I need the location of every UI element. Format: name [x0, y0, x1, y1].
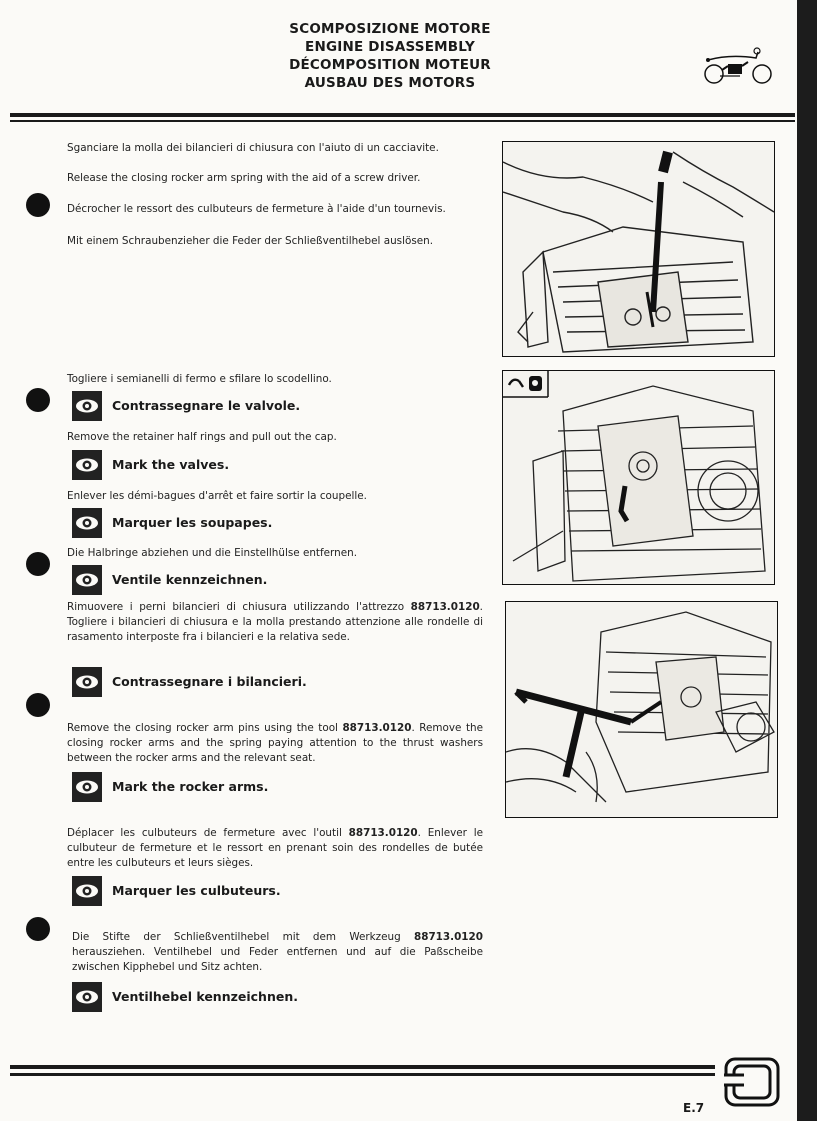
figure-tool-rocker-pins	[505, 601, 778, 818]
header-rule-bottom	[10, 120, 795, 122]
section1-german: Mit einem Schraubenzieher die Feder der Schließventilhebel auslösen.	[67, 235, 434, 247]
binder-hole	[26, 693, 50, 717]
section3-italian-a: Rimuovere i perni bilancieri di chiusura utilizzando l'attrezzo	[67, 601, 405, 613]
mark-rocker-arms-fr: Marquer les culbuteurs.	[112, 883, 281, 898]
eye-icon	[72, 508, 102, 538]
tool-number: 88713.0120	[413, 931, 483, 943]
eye-icon	[72, 982, 102, 1012]
section1-french: Décrocher le ressort des culbuteurs de fermeture à l'aide d'un tournevis.	[67, 203, 446, 215]
section2-italian: Togliere i semianelli di fermo e sfilare lo scodellino.	[67, 373, 332, 385]
page-edge	[797, 0, 817, 1121]
title-french: DÉCOMPOSITION MOTEUR	[289, 57, 491, 73]
figure-cylinder-head-valves	[502, 370, 775, 585]
section3-german-b: herausziehen. Ventilhebel und Feder entfernen und auf die Paßscheibe zwischen Kipphebel und Sitz achten.	[72, 946, 483, 973]
binder-hole	[26, 552, 50, 576]
eye-icon	[72, 391, 102, 421]
eye-icon	[72, 772, 102, 802]
section3-english-a: Remove the closing rocker arm pins using the tool	[67, 722, 338, 734]
binder-hole	[26, 388, 50, 412]
motorcycle-engine-icon	[700, 46, 780, 96]
section1-italian: Sganciare la molla dei bilancieri di chiusura con l'aiuto di un cacciavite.	[67, 142, 439, 154]
footer-rule-top	[10, 1065, 715, 1069]
section3-french-a: Déplacer les culbuteurs de fermeture avec l'outil	[67, 827, 342, 839]
section2-german: Die Halbringe abziehen und die Einstellhülse entfernen.	[67, 547, 358, 559]
section3-german-a: Die Stifte der Schließventilhebel mit dem Werkzeug	[72, 931, 401, 943]
section3-german	[72, 930, 483, 975]
tool-number: 88713.0120	[348, 827, 418, 839]
binder-hole	[26, 917, 50, 941]
section3-italian	[67, 600, 483, 645]
section1-english: Release the closing rocker arm spring with the aid of a screw driver.	[67, 172, 421, 184]
section2-french: Enlever les démi-bagues d'arrêt et faire sortir la coupelle.	[67, 490, 367, 502]
section3-english-b: . Remove the closing rocker arms and the spring paying attention to the thrust washers between the rocker arms and the relevant seat.	[67, 722, 483, 764]
title-italian: SCOMPOSIZIONE MOTORE	[289, 21, 491, 37]
mark-rocker-arms-en: Mark the rocker arms.	[112, 779, 269, 794]
eye-icon	[72, 450, 102, 480]
footer-rule-bottom	[10, 1073, 715, 1076]
title-german: AUSBAU DES MOTORS	[304, 75, 476, 91]
section3-french	[67, 826, 483, 871]
title-english: ENGINE DISASSEMBLY	[305, 39, 475, 55]
mark-valves-en: Mark the valves.	[112, 457, 230, 472]
mark-valves-de: Ventile kennzeichnen.	[112, 572, 268, 587]
tool-number: 88713.0120	[342, 722, 412, 734]
figure-screwdriver-spring	[502, 141, 775, 357]
page-title	[250, 20, 530, 92]
section3-french-b: . Enlever le culbuteur de fermeture et le ressort en prenant soin des rondelles de butée entre les culbuteurs et leurs sièges.	[67, 827, 483, 869]
tool-number: 88713.0120	[410, 601, 480, 613]
eye-icon	[72, 565, 102, 595]
section3-italian-b: . Togliere i bilancieri di chiusura e la molla prestando attenzione alle rondelle di rasamento interposte fra i bilancieri e la relativa sede.	[67, 601, 483, 643]
mark-valves-it: Contrassegnare le valvole.	[112, 398, 301, 413]
page-number: E.7	[683, 1101, 705, 1115]
binder-hole	[26, 193, 50, 217]
section2-english: Remove the retainer half rings and pull out the cap.	[67, 431, 337, 443]
mark-rocker-arms-de: Ventilhebel kennzeichnen.	[112, 989, 298, 1004]
corner-tab-icon	[724, 1057, 782, 1109]
eye-icon	[72, 876, 102, 906]
eye-icon	[72, 667, 102, 697]
mark-valves-fr: Marquer les soupapes.	[112, 515, 273, 530]
section3-english	[67, 721, 483, 766]
header-rule-top	[10, 113, 795, 117]
mark-rocker-arms-it: Contrassegnare i bilancieri.	[112, 674, 307, 689]
